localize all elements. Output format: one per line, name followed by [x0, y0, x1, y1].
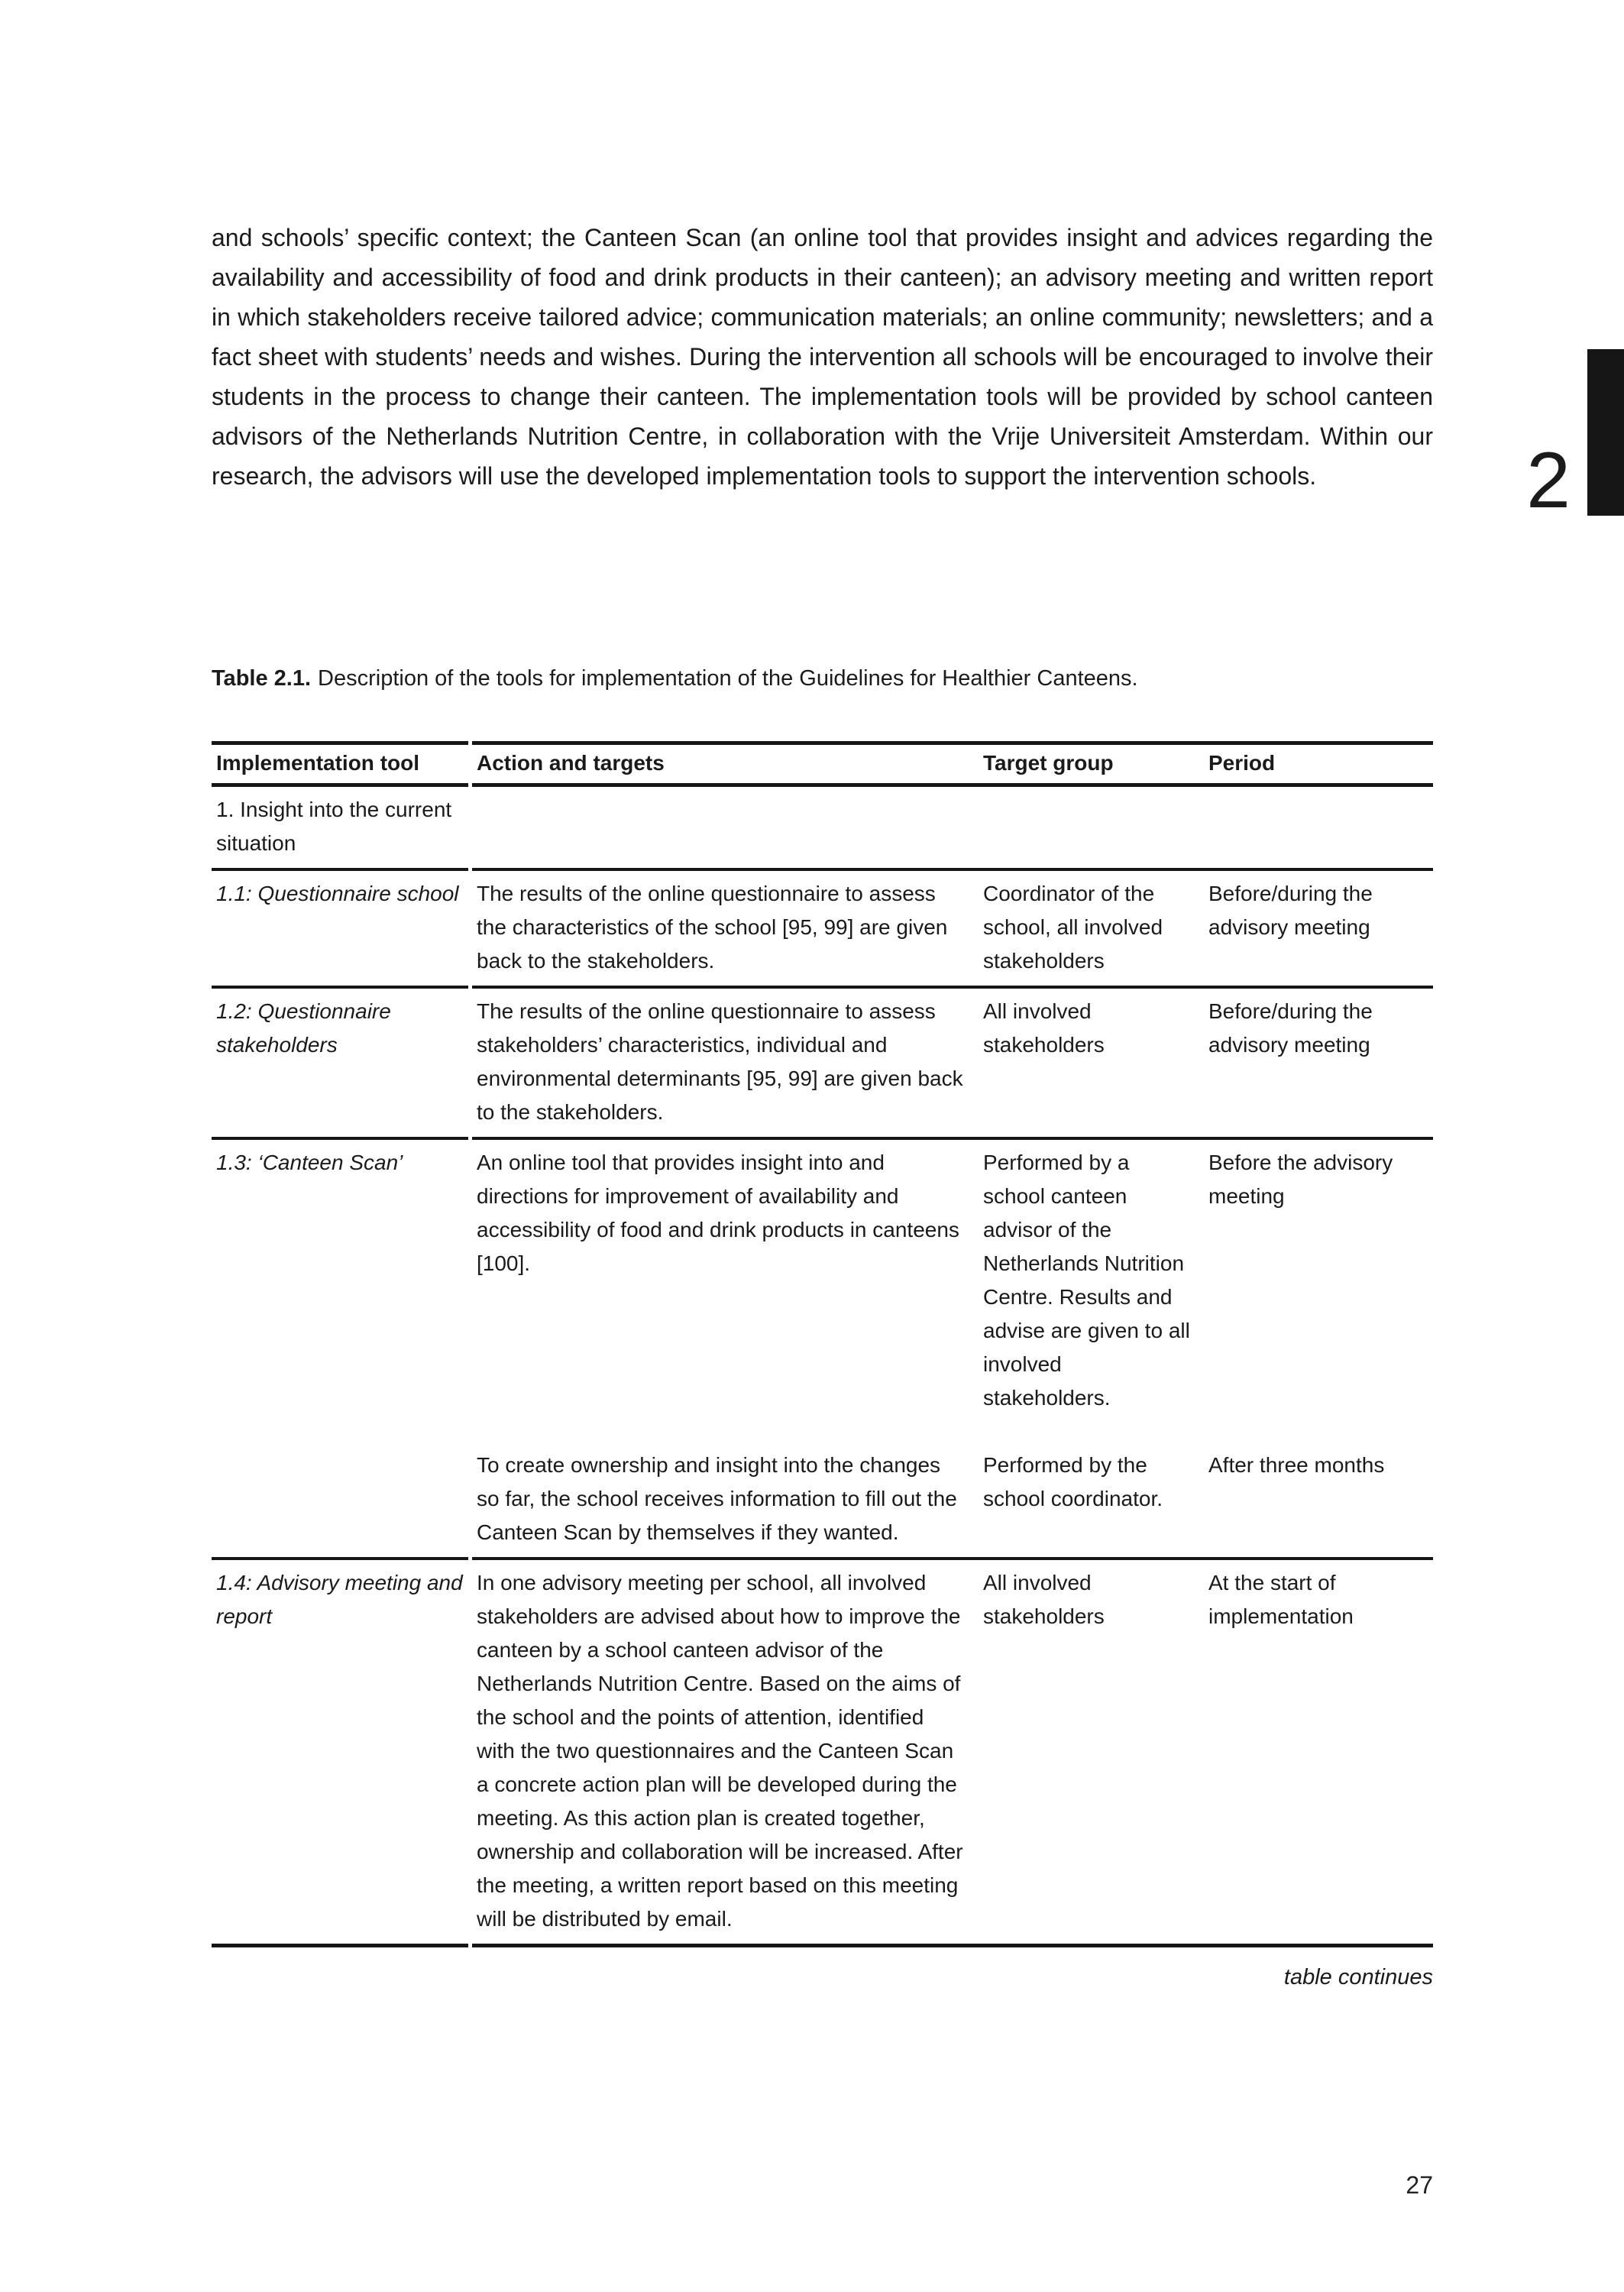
cell-1-3-action-2: To create ownership and insight into the changes so far, the school receives information to fill out the Canteen Scan by themselves if they wanted.: [477, 1453, 957, 1544]
cell-1-2-target: All involved stakeholders: [983, 999, 1105, 1057]
cell-1-1-tool: 1.1: Questionnaire school: [216, 882, 459, 905]
table-caption-label: Table 2.1.: [212, 666, 312, 691]
table-rule: [212, 741, 1433, 745]
cell-1-3-target-1: Performed by a school canteen advisor of the Netherlands Nutrition Centre. Results and advise are given to all involved stakeholders.: [983, 1151, 1190, 1410]
intro-paragraph: and schools’ specific context; the Canteen Scan (an online tool that provides insight and advices regarding the availability and accessibility of food and drink products in their canteen); an advisory meeting and written report in which stakeholders receive tailored advice; communication materials; an online community; newsletters; and a fact sheet with students’ needs and wishes. During the intervention all schools will be encouraged to involve their students in the process to change their canteen. The implementation tools will be provided by school canteen advisors of the Netherlands Nutrition Centre, in collaboration with the Vrije Universiteit Amsterdam. Within our research, the advisors will use the developed implementation tools to support the intervention schools.: [212, 224, 1433, 490]
chapter-marker: [1526, 349, 1624, 525]
page-number: 27: [1406, 2171, 1433, 2199]
table-row-1-1: [212, 871, 1433, 986]
table-caption-text: Description of the tools for implementation of the Guidelines for Healthier Canteens.: [318, 666, 1138, 691]
table-block: [212, 662, 1433, 1993]
cell-1-4-target: All involved stakeholders: [983, 1571, 1105, 1628]
cell-1-3-action-1: An online tool that provides insight into and directions for improvement of availability and accessibility of food and drink products in canteens [100].: [477, 1151, 959, 1275]
cell-1-1-target: Coordinator of the school, all involved stakeholders: [983, 882, 1163, 973]
cell-1-2-action: The results of the online questionnaire to assess stakeholders’ characteristics, individual and environmental determinants [95, 99] are given back to the stakeholders.: [477, 999, 963, 1124]
table-rule: [212, 783, 1433, 787]
section-header-cell: 1. Insight into the current situation: [216, 798, 452, 855]
table-rule: [212, 1944, 1433, 1947]
table-rule: [212, 868, 1433, 871]
column-header-target-group: Target group: [983, 751, 1114, 775]
table-rule: [212, 1137, 1433, 1140]
table-row-1-2: [212, 989, 1433, 1137]
cell-1-3-period-2: After three months: [1208, 1453, 1385, 1477]
chapter-number: 2: [1526, 435, 1571, 525]
chapter-tab-bar: [1587, 349, 1624, 516]
column-header-implementation-tool: Implementation tool: [216, 751, 419, 775]
row-1-3-part-2: [212, 1449, 1433, 1549]
cell-1-3-tool: 1.3: ‘Canteen Scan’: [216, 1151, 403, 1174]
row-1-3-part-1: [212, 1146, 1433, 1415]
column-header-period: Period: [1208, 751, 1276, 775]
column-header-action-and-targets: Action and targets: [477, 751, 665, 775]
cell-1-4-period: At the start of implementation: [1208, 1571, 1354, 1628]
cell-1-3-period-1: Before the advisory meeting: [1208, 1151, 1393, 1208]
table-rule: [212, 986, 1433, 989]
cell-1-1-action: The results of the online questionnaire to assess the characteristics of the school [95, 99] are given back to the stakeholders.: [477, 882, 948, 973]
table-row-1-4: [212, 1560, 1433, 1944]
cell-1-4-tool: 1.4: Advisory meeting and report: [216, 1571, 463, 1628]
cell-1-4-action: In one advisory meeting per school, all involved stakeholders are advised about how to improve the canteen by a school canteen advisor of the Netherlands Nutrition Centre. Based on the aims of the school and the points of attention, identified with the two questionnaires and the Canteen Scan a concrete action plan will be developed during the meeting. As this action plan is created together, ownership and collaboration will be increased. After the meeting, a written report based on this meeting will be distributed by email.: [477, 1571, 963, 1931]
cell-1-3-target-2: Performed by the school coordinator.: [983, 1453, 1163, 1510]
cell-1-2-period: Before/during the advisory meeting: [1208, 999, 1373, 1057]
section-row: [212, 787, 1433, 868]
cell-1-2-tool: 1.2: Questionnaire stakeholders: [216, 999, 391, 1057]
table-continues-note: table continues: [1283, 1965, 1433, 1989]
implementation-tools-table: [212, 741, 1433, 1947]
table-caption: [212, 662, 1433, 694]
cell-1-1-period: Before/during the advisory meeting: [1208, 882, 1373, 939]
table-rule: [212, 1557, 1433, 1560]
table-header-row: [212, 745, 1433, 783]
table-row-1-3: [212, 1140, 1433, 1557]
